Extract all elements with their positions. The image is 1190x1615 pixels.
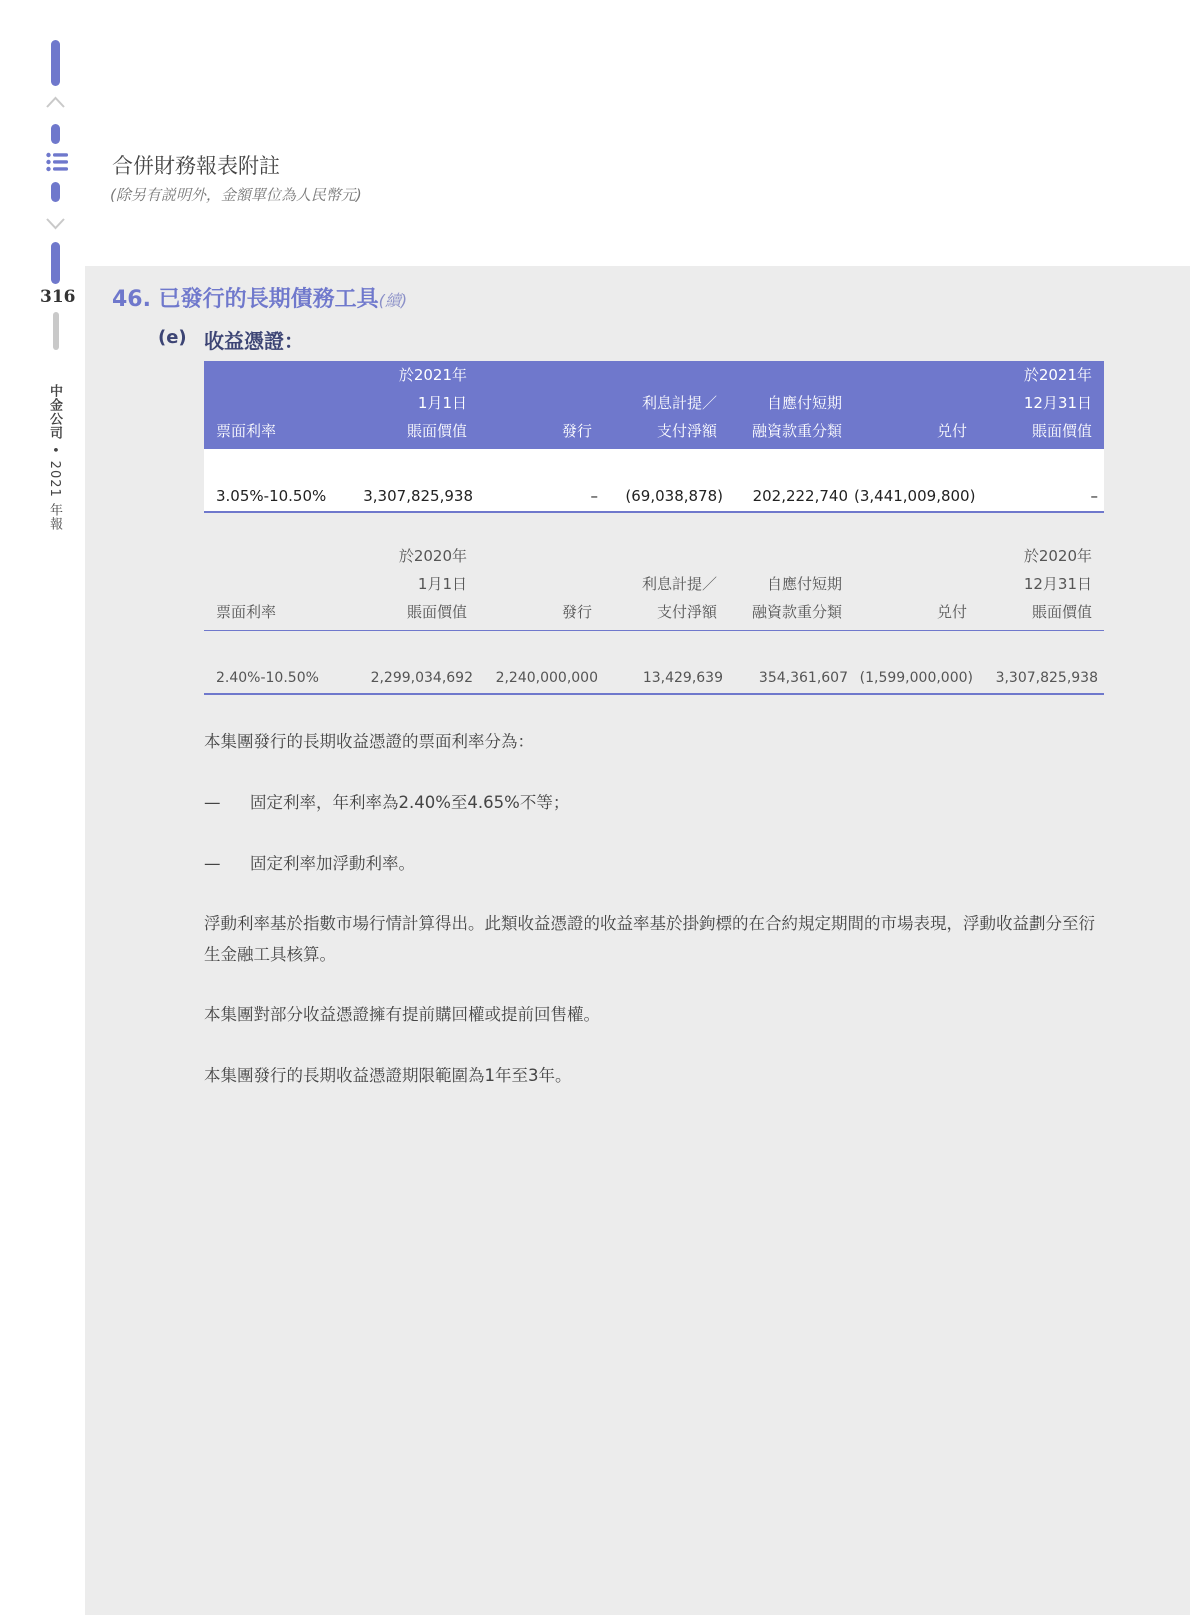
column-header: 票面利率 — [204, 542, 354, 631]
income-certificates-2020-table — [204, 542, 1104, 695]
table-cell: (1,599,000,000) — [854, 631, 979, 695]
section-title — [112, 282, 407, 313]
separator-dot: • — [47, 446, 62, 455]
table-cell: 13,429,639 — [604, 631, 729, 695]
section-number: 46. — [112, 287, 151, 312]
column-header: 利息計提／ 支付淨額 — [604, 542, 729, 631]
list-item — [204, 848, 415, 879]
bullet-mark: — — [204, 854, 221, 873]
column-header: 發行 — [561, 422, 592, 440]
nav-rail-bar — [51, 124, 60, 144]
list-menu-icon[interactable] — [46, 152, 68, 172]
column-header: 利息計提／ 支付淨額 — [641, 394, 717, 440]
table-cell: – — [479, 449, 604, 512]
bullet-mark: — — [204, 793, 221, 812]
brand-name: 中金公司 — [47, 384, 62, 440]
table-cell: 3,307,825,938 — [979, 631, 1104, 695]
column-header: 於2021年 1月1日 賬面價值 — [398, 366, 467, 440]
column-header: 自應付短期 融資款重分類 — [729, 542, 854, 631]
table-cell: (69,038,878) — [604, 449, 729, 512]
table-header-row — [204, 361, 1104, 449]
column-header: 於2020年 1月1日 賬面價值 — [354, 542, 479, 631]
income-certificates-2021-table — [204, 361, 1104, 513]
intro-paragraph: 本集團發行的長期收益憑證的票面利率分為： — [204, 732, 534, 751]
column-header: 自應付短期 融資款重分類 — [751, 394, 842, 440]
column-header: 發行 — [479, 542, 604, 631]
report-brand — [45, 384, 64, 531]
table-cell: 2.40%-10.50% — [204, 631, 354, 695]
floating-rate-paragraph: 浮動利率基於指數市場行情計算得出。此類收益憑證的收益率基於掛鉤標的在合約規定期間的市場表現，浮動收益劃分至衍生金融工具核算。 — [204, 914, 1095, 964]
bullet-text: 固定利率，年利率為2.40%至4.65%不等； — [250, 793, 570, 812]
report-name: 2021 年報 — [47, 460, 62, 531]
subsection-title: 收益憑證： — [204, 329, 304, 353]
page-number: 316 — [40, 287, 76, 307]
column-header: 兑付 — [936, 422, 967, 440]
column-header: 票面利率 — [216, 422, 277, 440]
nav-rail-top-bar — [51, 40, 60, 86]
column-header: 於2020年 12月31日 賬面價值 — [979, 542, 1104, 631]
page-subtitle: (除另有説明外，金額單位為人民幣元) — [110, 186, 362, 204]
continued-label: (續) — [378, 291, 408, 310]
subsection-label: (e) — [158, 327, 187, 348]
table-cell: 2,240,000,000 — [479, 631, 604, 695]
chevron-up-icon[interactable] — [46, 96, 65, 108]
column-header: 兑付 — [854, 542, 979, 631]
table-cell: 202,222,740 — [729, 449, 854, 512]
table-cell: 2,299,034,692 — [354, 631, 479, 695]
page-title: 合併財務報表附註 — [112, 154, 280, 178]
table-header-row — [204, 542, 1104, 631]
table-cell: 3,307,825,938 — [354, 449, 479, 512]
nav-rail-bar — [51, 182, 60, 202]
chevron-down-icon[interactable] — [46, 218, 65, 230]
table-cell: 354,361,607 — [729, 631, 854, 695]
redemption-paragraph: 本集團對部分收益憑證擁有提前購回權或提前回售權。 — [204, 1005, 600, 1024]
section-title-text: 已發行的長期債務工具 — [158, 287, 379, 312]
nav-rail-page-bar — [51, 242, 60, 284]
table-row — [204, 631, 1104, 695]
nav-rail-bottom-bar — [53, 312, 59, 350]
table-cell: – — [979, 449, 1104, 512]
column-header: 於2021年 12月31日 賬面價值 — [1023, 366, 1092, 440]
bullet-text: 固定利率加浮動利率。 — [250, 854, 415, 873]
term-paragraph: 本集團發行的長期收益憑證期限範圍為1年至3年。 — [204, 1066, 572, 1085]
list-item — [204, 787, 569, 818]
table-cell: 3.05%-10.50% — [204, 449, 354, 512]
table-row — [204, 449, 1104, 512]
table-cell: (3,441,009,800) — [854, 449, 979, 512]
